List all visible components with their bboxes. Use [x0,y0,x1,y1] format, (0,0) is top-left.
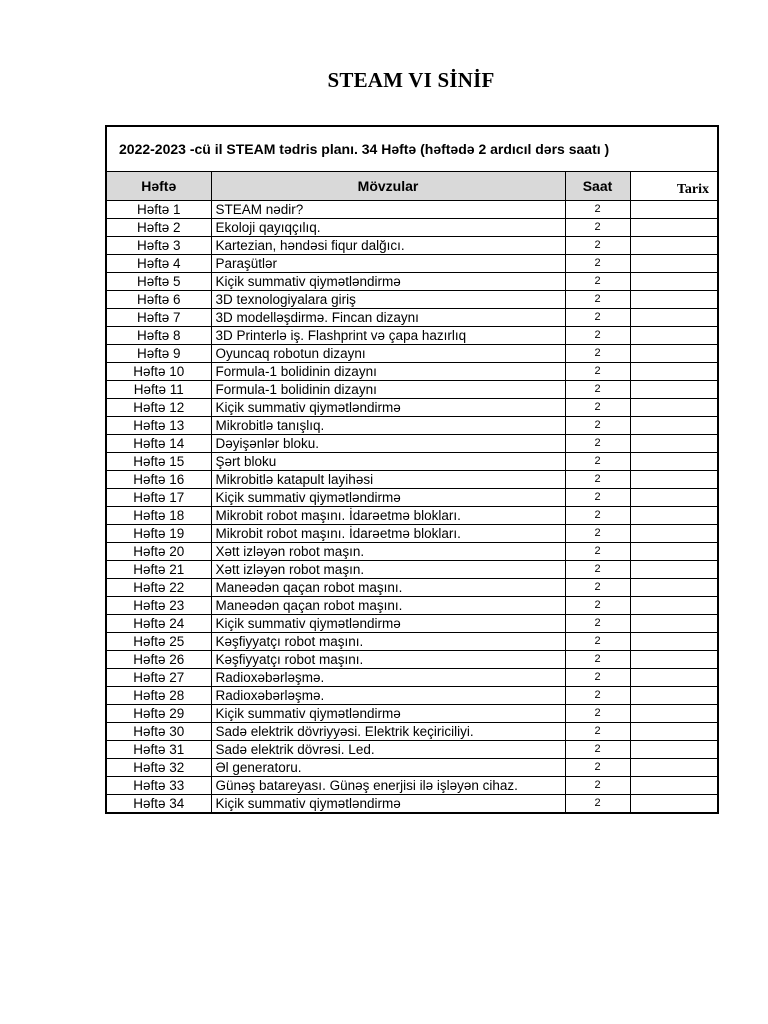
week-cell: Həftə 20 [106,543,211,561]
hours-cell: 2 [565,327,630,345]
table-row [106,651,718,669]
week-cell: Həftə 3 [106,237,211,255]
hours-cell: 2 [565,255,630,273]
date-cell [630,741,718,759]
column-header-topics: Mövzular [211,172,565,201]
date-cell [630,471,718,489]
topic-cell: Maneədən qaçan robot maşını. [211,579,565,597]
week-cell: Həftə 25 [106,633,211,651]
hours-cell: 2 [565,597,630,615]
date-cell [630,543,718,561]
table-row [106,633,718,651]
hours-cell: 2 [565,651,630,669]
hours-cell: 2 [565,777,630,795]
table-row [106,507,718,525]
table-row [106,615,718,633]
hours-cell: 2 [565,759,630,777]
week-cell: Həftə 8 [106,327,211,345]
table-row [106,489,718,507]
date-cell [630,363,718,381]
week-cell: Həftə 26 [106,651,211,669]
hours-cell: 2 [565,687,630,705]
column-header-week: Həftə [106,172,211,201]
week-cell: Həftə 6 [106,291,211,309]
topic-cell: Maneədən qaçan robot maşını. [211,597,565,615]
week-cell: Həftə 23 [106,597,211,615]
hours-cell: 2 [565,435,630,453]
week-cell: Həftə 13 [106,417,211,435]
topic-cell: Oyuncaq robotun dizaynı [211,345,565,363]
date-cell [630,381,718,399]
hours-cell: 2 [565,579,630,597]
week-cell: Həftə 7 [106,309,211,327]
table-row [106,597,718,615]
date-cell [630,525,718,543]
topic-cell: Sadə elektrik dövrəsi. Led. [211,741,565,759]
hours-cell: 2 [565,561,630,579]
table-row [106,471,718,489]
header-row [106,172,718,201]
topic-cell: Kəşfiyyatçı robot maşını. [211,633,565,651]
table-row [106,255,718,273]
week-cell: Həftə 15 [106,453,211,471]
plan-caption: 2022-2023 -cü il STEAM tədris planı. 34 Həftə (həftədə 2 ardıcıl dərs saatı ) [106,126,718,172]
week-cell: Həftə 17 [106,489,211,507]
column-header-date: Tarix [630,172,718,201]
page-title: STEAM VI SİNİF [327,68,495,92]
hours-cell: 2 [565,381,630,399]
hours-cell: 2 [565,795,630,814]
date-cell [630,255,718,273]
date-cell [630,219,718,237]
week-cell: Həftə 29 [106,705,211,723]
hours-cell: 2 [565,291,630,309]
table-row [106,435,718,453]
date-cell [630,273,718,291]
hours-cell: 2 [565,345,630,363]
date-cell [630,669,718,687]
hours-cell: 2 [565,219,630,237]
table-row [106,219,718,237]
table-row [106,327,718,345]
week-cell: Həftə 32 [106,759,211,777]
hours-cell: 2 [565,741,630,759]
topic-cell: Formula-1 bolidinin dizaynı [211,363,565,381]
table-row [106,273,718,291]
table-row [106,579,718,597]
hours-cell: 2 [565,489,630,507]
topic-cell: Kiçik summativ qiymətləndirmə [211,705,565,723]
topic-cell: Xətt izləyən robot maşın. [211,543,565,561]
week-cell: Həftə 27 [106,669,211,687]
topic-cell: Mikrobit robot maşını. İdarəetmə blokları. [211,525,565,543]
plan-body [106,201,718,814]
week-cell: Həftə 19 [106,525,211,543]
table-row [106,363,718,381]
topic-cell: Günəş batareyası. Günəş enerjisi ilə işləyən cihaz. [211,777,565,795]
table-row [106,525,718,543]
week-cell: Həftə 24 [106,615,211,633]
date-cell [630,507,718,525]
table-row [106,723,718,741]
topic-cell: Dəyişənlər bloku. [211,435,565,453]
week-cell: Həftə 28 [106,687,211,705]
date-cell [630,759,718,777]
topic-cell: Formula-1 bolidinin dizaynı [211,381,565,399]
hours-cell: 2 [565,237,630,255]
date-cell [630,201,718,219]
topic-cell: Kiçik summativ qiymətləndirmə [211,489,565,507]
hours-cell: 2 [565,399,630,417]
week-cell: Həftə 5 [106,273,211,291]
week-cell: Həftə 22 [106,579,211,597]
date-cell [630,453,718,471]
table-row [106,453,718,471]
hours-cell: 2 [565,471,630,489]
topic-cell: Sadə elektrik dövriyyəsi. Elektrik keçiriciliyi. [211,723,565,741]
week-cell: Həftə 10 [106,363,211,381]
topic-cell: Əl generatoru. [211,759,565,777]
table-row [106,687,718,705]
topic-cell: Şərt bloku [211,453,565,471]
hours-cell: 2 [565,615,630,633]
topic-cell: Kartezian, həndəsi fiqur dalğıcı. [211,237,565,255]
week-cell: Həftə 16 [106,471,211,489]
week-cell: Həftə 9 [106,345,211,363]
week-cell: Həftə 33 [106,777,211,795]
date-cell [630,777,718,795]
date-cell [630,795,718,814]
plan-caption-row [106,126,718,172]
topic-cell: Kiçik summativ qiymətləndirmə [211,615,565,633]
date-cell [630,615,718,633]
topic-cell: 3D texnologiyalara giriş [211,291,565,309]
topic-cell: 3D Printerlə iş. Flashprint və çapa hazırlıq [211,327,565,345]
table-row [106,399,718,417]
topic-cell: Mikrobit robot maşını. İdarəetmə blokları. [211,507,565,525]
date-cell [630,435,718,453]
date-cell [630,651,718,669]
week-cell: Həftə 14 [106,435,211,453]
table-row [106,381,718,399]
hours-cell: 2 [565,273,630,291]
hours-cell: 2 [565,363,630,381]
topic-cell: Kəşfiyyatçı robot maşını. [211,651,565,669]
date-cell [630,417,718,435]
topic-cell: Kiçik summativ qiymətləndirmə [211,273,565,291]
hours-cell: 2 [565,309,630,327]
table-row [106,237,718,255]
date-cell [630,399,718,417]
date-cell [630,489,718,507]
topic-cell: Kiçik summativ qiymətləndirmə [211,795,565,814]
table-row [106,417,718,435]
week-cell: Həftə 34 [106,795,211,814]
date-cell [630,579,718,597]
table-row [106,561,718,579]
table-row [106,741,718,759]
table-row [106,543,718,561]
week-cell: Həftə 4 [106,255,211,273]
week-cell: Həftə 2 [106,219,211,237]
hours-cell: 2 [565,723,630,741]
date-cell [630,237,718,255]
topic-cell: Radioxəbərləşmə. [211,687,565,705]
hours-cell: 2 [565,525,630,543]
date-cell [630,705,718,723]
table-row [106,345,718,363]
date-cell [630,345,718,363]
topic-cell: Paraşütlər [211,255,565,273]
week-cell: Həftə 1 [106,201,211,219]
lesson-plan-table [105,125,719,814]
date-cell [630,327,718,345]
week-cell: Həftə 31 [106,741,211,759]
hours-cell: 2 [565,201,630,219]
table-row [106,759,718,777]
topic-cell: Mikrobitlə katapult layihəsi [211,471,565,489]
table-row [106,777,718,795]
topic-cell: Ekoloji qayıqçılıq. [211,219,565,237]
topic-cell: 3D modelləşdirmə. Fincan dizaynı [211,309,565,327]
hours-cell: 2 [565,669,630,687]
hours-cell: 2 [565,507,630,525]
hours-cell: 2 [565,705,630,723]
hours-cell: 2 [565,417,630,435]
column-header-hours: Saat [565,172,630,201]
topic-cell: Radioxəbərləşmə. [211,669,565,687]
week-cell: Həftə 12 [106,399,211,417]
date-cell [630,597,718,615]
table-row [106,291,718,309]
topic-cell: Xətt izləyən robot maşın. [211,561,565,579]
hours-cell: 2 [565,633,630,651]
topic-cell: Mikrobitlə tanışlıq. [211,417,565,435]
hours-cell: 2 [565,543,630,561]
date-cell [630,633,718,651]
topic-cell: Kiçik summativ qiymətləndirmə [211,399,565,417]
date-cell [630,309,718,327]
date-cell [630,291,718,309]
table-row [106,309,718,327]
week-cell: Həftə 18 [106,507,211,525]
date-cell [630,687,718,705]
table-row [106,669,718,687]
topic-cell: STEAM nədir? [211,201,565,219]
hours-cell: 2 [565,453,630,471]
table-row [106,201,718,219]
date-cell [630,723,718,741]
week-cell: Həftə 30 [106,723,211,741]
date-cell [630,561,718,579]
table-row [106,705,718,723]
table-row [106,795,718,814]
week-cell: Həftə 21 [106,561,211,579]
week-cell: Həftə 11 [106,381,211,399]
